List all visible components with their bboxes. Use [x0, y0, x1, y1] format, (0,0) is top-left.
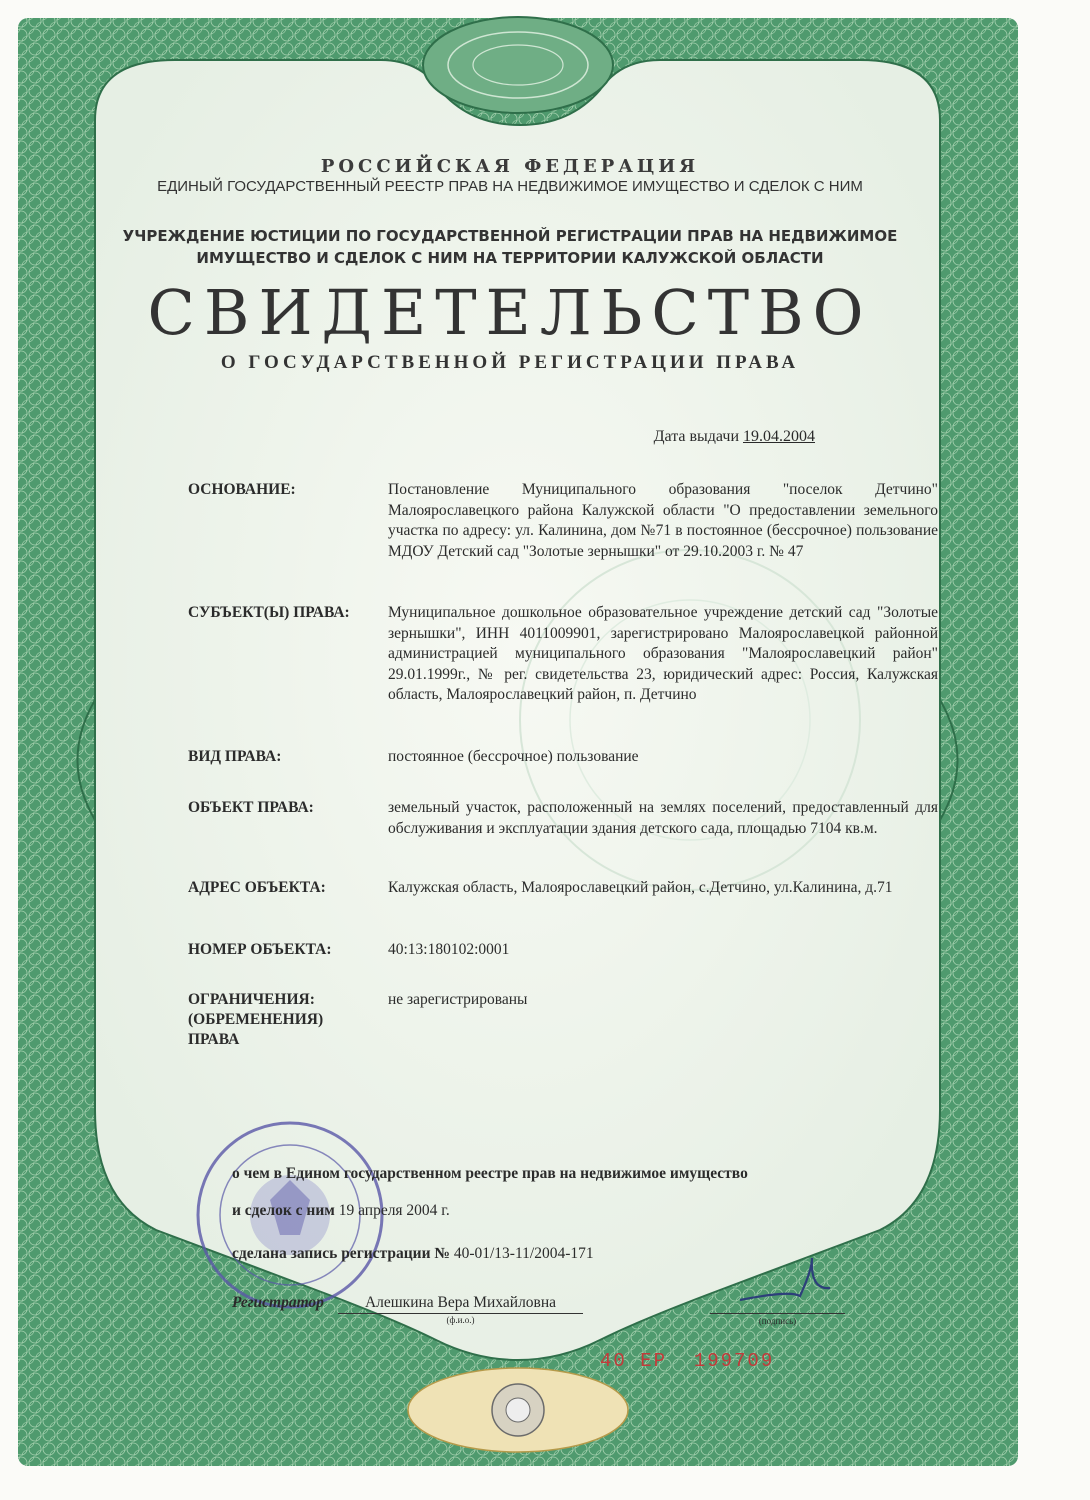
serial-number	[600, 1350, 774, 1372]
object-number-value: 40:13:180102:0001	[388, 941, 510, 958]
restrictions-label-line-1: ОГРАНИЧЕНИЯ:	[188, 991, 315, 1008]
registration-line-2	[232, 1202, 450, 1220]
address-value: Калужская область, Малоярославецкий район, с.Детчино, ул.Калинина, д.71	[388, 879, 893, 896]
registrar-label: Регистратор	[232, 1294, 324, 1311]
right-type-value: постоянное (бессрочное) пользование	[388, 748, 639, 765]
institution-line-2: ИМУЩЕСТВО И СДЕЛОК С НИМ НА ТЕРРИТОРИИ КАЛУЖСКОЙ ОБЛАСТИ	[196, 249, 824, 267]
document-title: СВИДЕТЕЛЬСТВО	[147, 276, 873, 349]
issue-date-value: 19.04.2004	[743, 428, 815, 445]
issue-date-label: Дата выдачи	[653, 428, 739, 445]
country-name: РОССИЙСКАЯ ФЕДЕРАЦИЯ	[320, 156, 700, 177]
basis-value: Постановление Муниципального образования "поселок Детчино" Малоярославецкого района Калужской области "О предоставлении земельного участка по адресу: ул. Калинина, дом №71 в постоянное (бессрочное) пользование МДОУ Детский сад "Золотые зернышки" от 29.10.2003 г. № 47	[388, 481, 938, 560]
right-type-label: ВИД ПРАВА:	[188, 748, 282, 765]
serial-series: 40 ЕР	[600, 1350, 668, 1372]
document-subtitle: О ГОСУДАРСТВЕННОЙ РЕГИСТРАЦИИ ПРАВА	[220, 352, 800, 373]
restrictions-label-line-2: (ОБРЕМЕНЕНИЯ)	[188, 1011, 324, 1028]
object-label: ОБЪЕКТ ПРАВА:	[188, 799, 314, 816]
restrictions-value: не зарегистрированы	[388, 991, 528, 1008]
registration-line-1: о чем в Едином государственном реестре прав на недвижимое имущество	[232, 1165, 748, 1182]
subject-value: Муниципальное дошкольное образовательное учреждение детский сад "Золотые зернышки", ИНН 4011009901, зарегистрировано Малоярославецкой районной администрацией муниципального образования "Малоярославецкий район" 29.01.1999г., № рег. свидетельства 23, юридический адрес: Россия, Калужская область, Малоярославецкий район, п. Детчино	[388, 604, 938, 703]
address-label: АДРЕС ОБЪЕКТА:	[188, 879, 326, 896]
registration-line-2-text: и сделок с ним	[232, 1202, 335, 1219]
restrictions-label-line-3: ПРАВА	[188, 1031, 240, 1048]
institution-line-1: УЧРЕЖДЕНИЕ ЮСТИЦИИ ПО ГОСУДАРСТВЕННОЙ РЕГИСТРАЦИИ ПРАВ НА НЕДВИЖИМОЕ	[122, 227, 898, 245]
serial-value: 199709	[693, 1350, 775, 1372]
subject-label: СУБЪЕКТ(Ы) ПРАВА:	[188, 604, 350, 621]
registry-name: ЕДИНЫЙ ГОСУДАРСТВЕННЫЙ РЕЕСТР ПРАВ НА НЕДВИЖИМОЕ ИМУЩЕСТВО И СДЕЛОК С НИМ	[157, 178, 863, 195]
signature-line	[710, 1312, 845, 1314]
issue-date	[620, 428, 815, 446]
registration-date: 19 апреля 2004 г.	[338, 1202, 450, 1219]
signature-caption: (подпись)	[758, 1316, 797, 1326]
institution-name	[0, 225, 1020, 269]
registration-line-3	[232, 1245, 594, 1263]
registration-record-number: 40-01/13-11/2004-171	[453, 1245, 594, 1262]
fio-caption: (ф.и.о.)	[446, 1315, 475, 1325]
registrar-name: Алешкина Вера Михайловна	[338, 1294, 583, 1314]
object-value: земельный участок, расположенный на землях поселений, предоставленный для обслуживания и эксплуатации здания детского сада, площадью 7104 кв.м.	[388, 799, 938, 837]
restrictions-label	[188, 990, 388, 1050]
registration-record-label: сделана запись регистрации №	[232, 1245, 450, 1262]
basis-label: ОСНОВАНИЕ:	[188, 481, 296, 498]
object-number-label: НОМЕР ОБЪЕКТА:	[188, 941, 332, 958]
